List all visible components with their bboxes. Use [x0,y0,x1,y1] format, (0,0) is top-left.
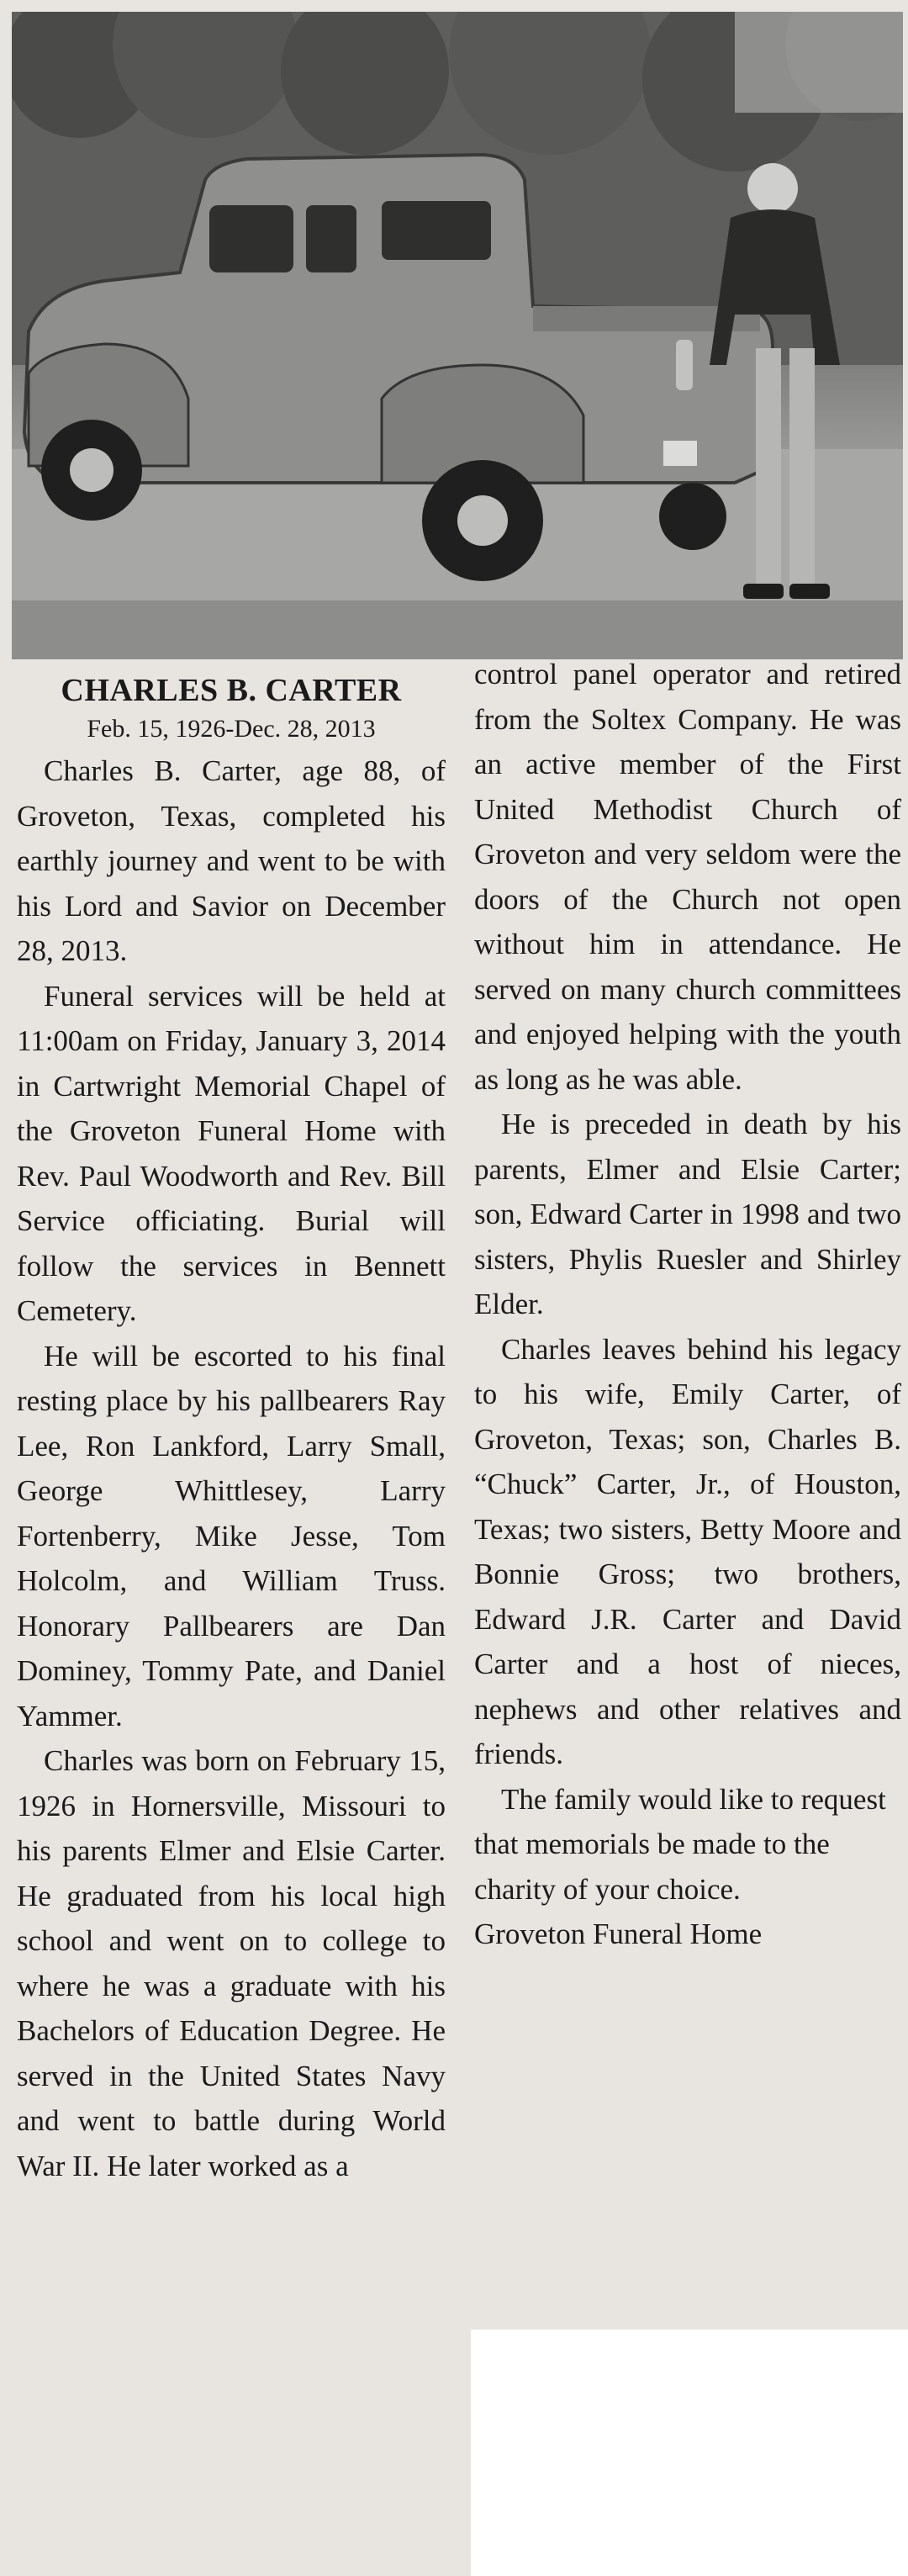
pickup-truck-illustration [12,12,903,659]
obituary-column-right [474,652,901,1957]
paragraph: control panel operator and retired from the Soltex Company. He was an active member of the First United Methodist Church of Groveton and very seldom were the doors of the Church not open without him in attendance. He served on many church committees and enjoyed helping with the youth as long as he was able. [474,658,901,1096]
paragraph: Funeral services will be held at 11:00am on Friday, January 3, 2014 in Cartwright Memorial Chapel of the Groveton Funeral Home with Rev. Paul Woodworth and Rev. Bill Service officiating. Burial will follow the services in Bennett Cemetery. [17,979,446,1327]
funeral-home-signature: Groveton Funeral Home [474,1917,763,1950]
obituary-column-left [17,664,446,2188]
obituary-name: CHARLES B. CARTER [61,673,402,708]
blank-area [471,2330,908,2576]
paragraph: He is preceded in death by his parents, Elmer and Elsie Carter; son, Edward Carter in 1998 and two sisters, Phylis Ruesler and Shirley Elder. [474,1108,901,1320]
paragraph: Charles leaves behind his legacy to his wife, Emily Carter, of Groveton, Texas; son, Charles B. “Chuck” Carter, Jr., of Houston, Texas; two sisters, Betty Moore and Bonnie Gross; two brothers, Edward J.R. Carter and David Carter and a host of nieces, nephews and other relatives and friends. [474,1332,901,1770]
paragraph: He will be escorted to his final resting place by his pallbearers Ray Lee, Ron Lankford, Larry Small, George Whittlesey, Larry Fortenberry, Mike Jesse, Tom Holcolm, and William Truss. Honorary Pallbearers are Dan Dominey, Tommy Pate, and Daniel Yammer. [17,1339,446,1732]
obituary-photo [12,12,903,659]
paragraph: The family would like to request that memorials be made to the charity of your choice. [474,1782,886,1906]
obituary-dates: Feb. 15, 1926-Dec. 28, 2013 [87,715,376,743]
paragraph: Charles was born on February 15, 1926 in Hornersville, Missouri to his parents Elmer and Elsie Carter. He graduated from his local high school and went on to college to where he was a graduate with his Bachelors of Education Degree. He served in the United States Navy and went to battle during World War II. He later worked as a [17,1744,446,2182]
paragraph: Charles B. Carter, age 88, of Groveton, Texas, completed his earthly journey and went to be with his Lord and Savior on December 28, 2013. [17,754,446,967]
